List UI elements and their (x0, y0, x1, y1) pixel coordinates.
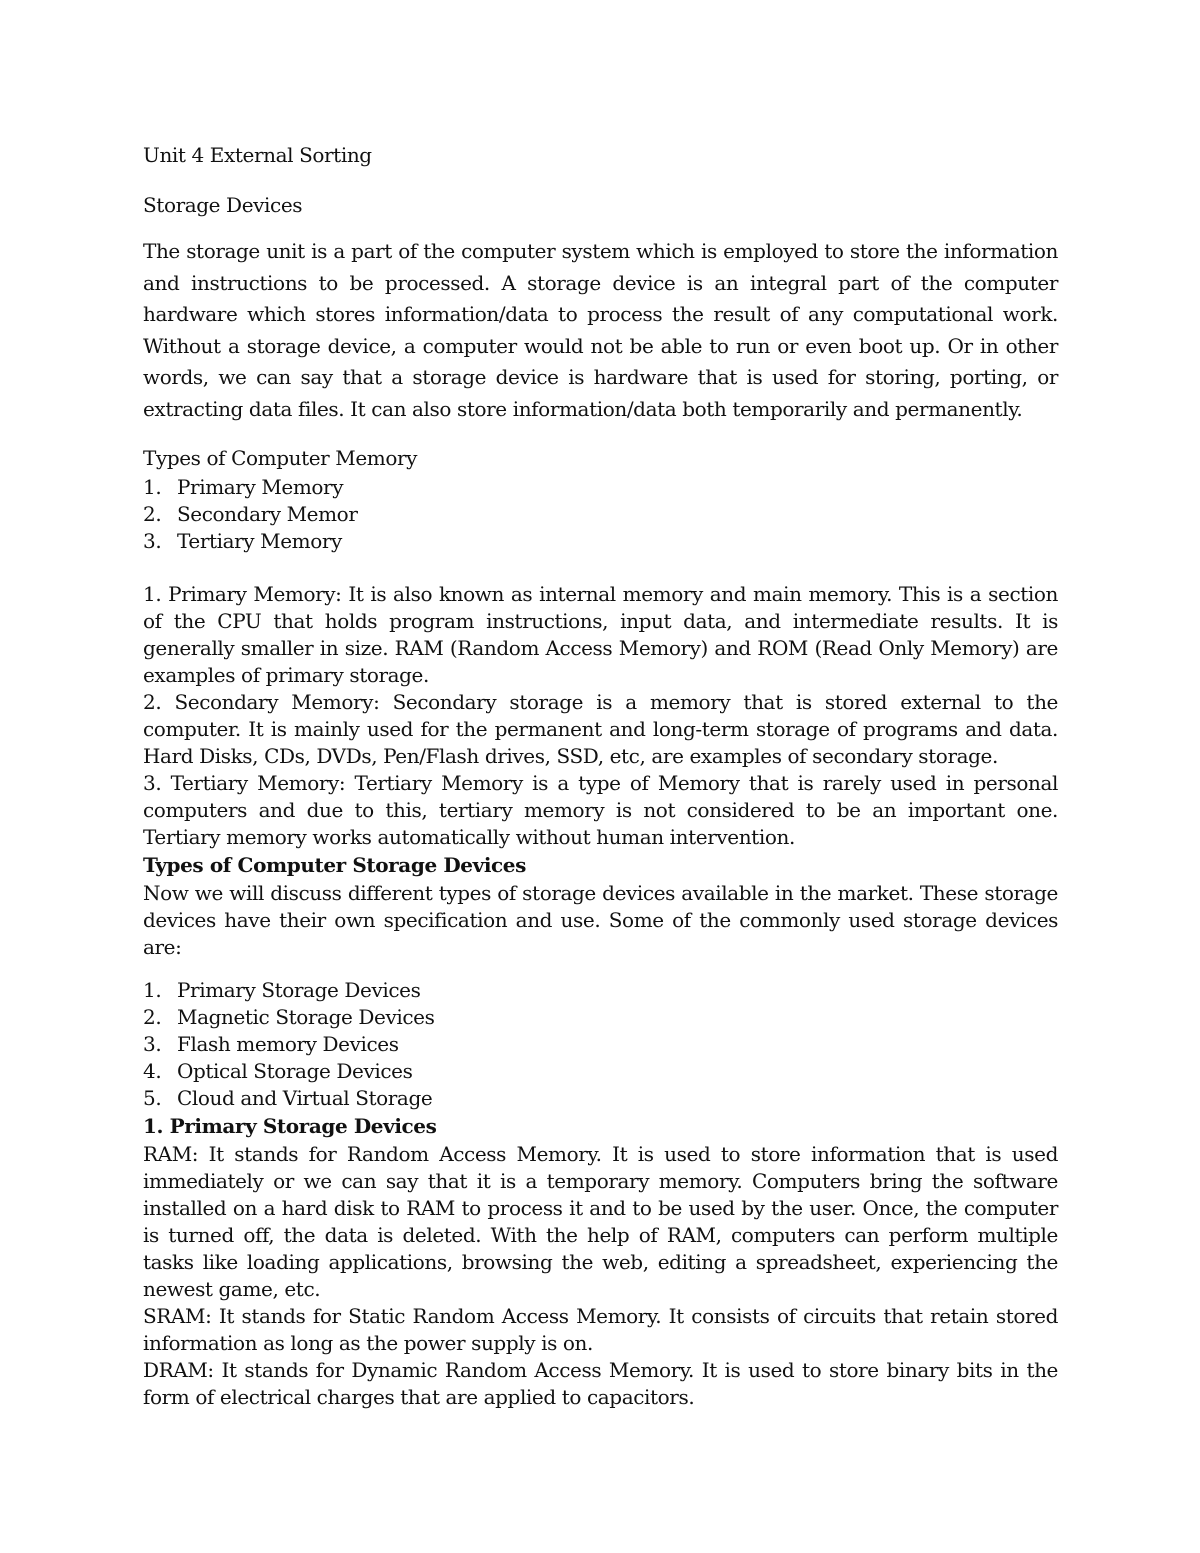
tertiary-memory-paragraph: 3. Tertiary Memory: Tertiary Memory is a type of Memory that is rarely used in personal computers and due to this, tertiary memory is not considered to be an important one. Tertiary memory works automatically without human intervention. (143, 771, 1058, 849)
memory-types-label: Types of Computer Memory (143, 446, 418, 470)
list-item-text: Tertiary Memory (177, 529, 342, 553)
list-item-number: 4. (143, 1059, 162, 1083)
primary-storage-heading: 1. Primary Storage Devices (143, 1114, 437, 1138)
ram-paragraph: RAM: It stands for Random Access Memory. It is used to store information that is used immediately or we can say that it is a temporary memory. Computers bring the software installed on a hard disk to RAM to process it and to be used by the user. Once, the computer is turned off, the data is deleted. With the help of RAM, computers can perform multiple tasks like loading applications, browsing the web, editing a spreadsheet, experiencing the newest game, etc. (143, 1142, 1058, 1301)
list-item (143, 1058, 1058, 1085)
storage-types-list (143, 977, 1058, 1112)
list-item-text: Primary Memory (177, 475, 344, 499)
document-title: Unit 4 External Sorting (143, 143, 372, 167)
dram-paragraph: DRAM: It stands for Dynamic Random Access Memory. It is used to store binary bits in the form of electrical charges that are applied to capacitors. (143, 1358, 1058, 1409)
spacer (143, 555, 1058, 581)
list-item-text: Secondary Memor (177, 502, 358, 526)
list-item (143, 501, 1058, 528)
list-item (143, 1085, 1058, 1112)
sram-paragraph: SRAM: It stands for Static Random Access Memory. It consists of circuits that retain stored information as long as the power supply is on. (143, 1304, 1058, 1355)
list-item (143, 1004, 1058, 1031)
secondary-memory-paragraph: 2. Secondary Memory: Secondary storage is a memory that is stored external to the computer. It is mainly used for the permanent and long-term storage of programs and data. Hard Disks, CDs, DVDs, Pen/Flash drives, SSD, etc, are examples of secondary storage. (143, 690, 1058, 768)
list-item-text: Optical Storage Devices (177, 1059, 413, 1083)
list-item (143, 1031, 1058, 1058)
list-item-text: Magnetic Storage Devices (177, 1005, 435, 1029)
spacer (143, 961, 1058, 977)
list-item-text: Cloud and Virtual Storage (177, 1086, 433, 1110)
list-item-text: Primary Storage Devices (177, 978, 421, 1002)
primary-memory-paragraph: 1. Primary Memory: It is also known as internal memory and main memory. This is a section of the CPU that holds program instructions, input data, and intermediate results. It is generally smaller in size. RAM (Random Access Memory) and ROM (Read Only Memory) are examples of primary storage. (143, 582, 1058, 687)
storage-types-intro: Now we will discuss different types of storage devices available in the market. These storage devices have their own specification and use. Some of the commonly used storage devices are: (143, 881, 1058, 959)
storage-types-heading: Types of Computer Storage Devices (143, 853, 526, 877)
document-subtitle: Storage Devices (143, 193, 303, 217)
list-item-text: Flash memory Devices (177, 1032, 399, 1056)
list-item-number: 1. (143, 475, 162, 499)
list-item-number: 2. (143, 1005, 162, 1029)
list-item-number: 1. (143, 978, 162, 1002)
intro-paragraph: The storage unit is a part of the computer system which is employed to store the information and instructions to be processed. A storage device is an integral part of the computer hardware which stores information/data to process the result of any computational work. Without a storage device, a computer would not be able to run or even boot up. Or in other words, we can say that a storage device is hardware that is used for storing, porting, or extracting data files. It can also store information/data both temporarily and permanently. (143, 239, 1058, 421)
memory-types-list (143, 474, 1058, 555)
list-item-number: 2. (143, 502, 162, 526)
list-item (143, 977, 1058, 1004)
list-item-number: 3. (143, 1032, 162, 1056)
list-item-number: 5. (143, 1086, 162, 1110)
document-page (143, 138, 1058, 1411)
list-item (143, 528, 1058, 555)
list-item (143, 474, 1058, 501)
list-item-number: 3. (143, 529, 162, 553)
